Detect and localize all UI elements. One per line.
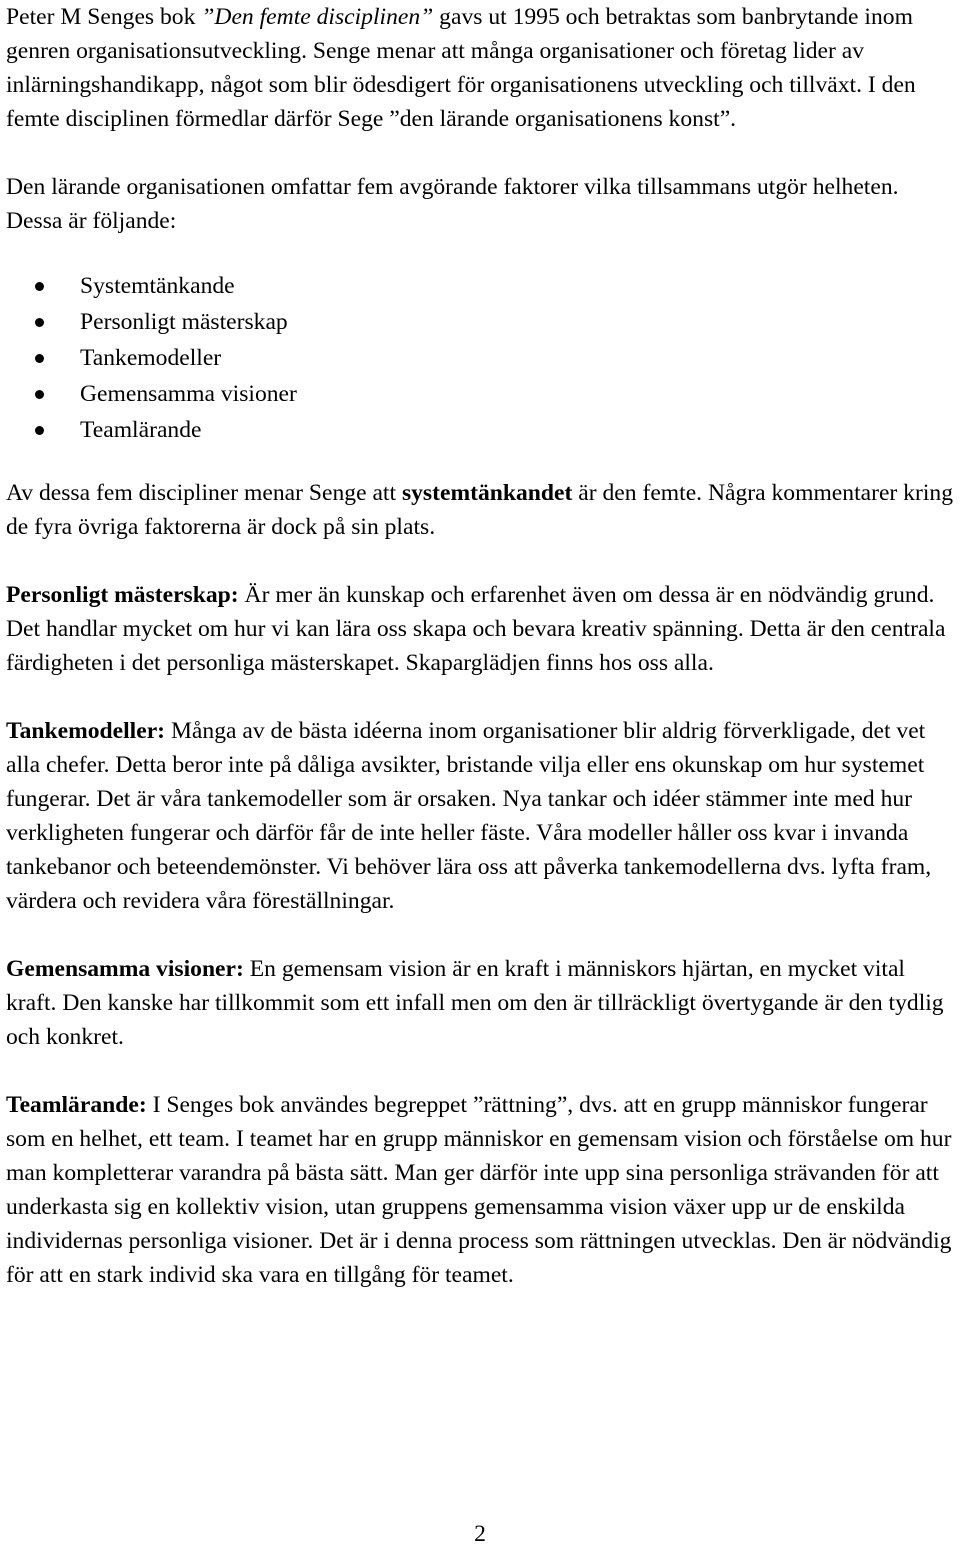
section-shared-vision (6, 952, 958, 1054)
list-item (6, 340, 958, 376)
list-item (6, 412, 958, 448)
section-text: Många av de bästa idéerna inom organisationer blir aldrig förverkligade, det vet alla chefer. Detta beror inte på dåliga avsikter, bristande vilja eller ens okunskap om hur systemet fungerar. Det är våra tankemodeller som är orsaken. Nya tankar och idéer stämmer inte med hur verkligheten fungerar och därför får de inte heller fäste. Våra modeller håller oss kvar i invanda tankebanor och beteendemönster. Vi behöver lära oss att påverka tankemodellerna dvs. lyfta fram, värdera och revidera våra föreställningar. (6, 718, 932, 914)
intro-text-rest: gavs ut 1995 och betraktas som banbrytande inom genren organisationsutveckling. Senge menar att många organisationer och företag lider av inlärningshandikapp, något som blir ödesdigert för organisationens utveckling och tillväxt. I den femte disciplinen förmedlar därför Sege ”den lärande organisationens konst”. (6, 4, 916, 132)
list-item-label: Personligt mästerskap (80, 309, 288, 335)
list-item-label: Tankemodeller (80, 345, 222, 371)
bullet-icon (35, 390, 44, 399)
bullet-icon (35, 318, 44, 327)
bullet-icon (35, 282, 44, 291)
page-number: 2 (474, 1521, 486, 1547)
list-item (6, 268, 958, 304)
intro-text-start: Peter M Senges bok (6, 4, 202, 30)
section-personal-mastery (6, 578, 958, 680)
list-item (6, 304, 958, 340)
bullet-icon (35, 426, 44, 435)
fifth-text-rest: är den femte. Några kommentarer kring de fyra övriga faktorerna är dock på sin plats. (6, 480, 953, 540)
bullet-icon (35, 354, 44, 363)
factors-intro-paragraph: Den lärande organisationen omfattar fem avgörande faktorer vilka tillsammans utgör helheten. Dessa är följande: (6, 174, 899, 234)
fifth-discipline-paragraph (6, 476, 958, 544)
section-heading: Personligt mästerskap: (6, 582, 239, 608)
list-item-label: Teamlärande (80, 417, 202, 443)
intro-paragraph (6, 0, 958, 136)
list-item-label: Gemensamma visioner (80, 381, 297, 407)
fifth-text-start: Av dessa fem discipliner menar Senge att (6, 480, 402, 506)
section-text: En gemensam vision är en kraft i människors hjärtan, en mycket vital kraft. Den kanske har tillkommit som ett infall men om den är tillräckligt övertygande är den tydlig och konkret. (6, 956, 944, 1050)
list-item-label: Systemtänkande (80, 273, 235, 299)
document-page (6, 0, 958, 1292)
list-item (6, 376, 958, 412)
factors-list (6, 268, 958, 448)
section-text: Är mer än kunskap och erfarenhet även om dessa är en nödvändig grund. Det handlar mycket om hur vi kan lära oss skapa och bevara kreativ spänning. Detta är den centrala färdigheten i det personliga mästerskapet. Skaparglädjen finns hos oss alla. (6, 582, 946, 676)
section-mental-models (6, 714, 958, 918)
section-text: I Senges bok användes begreppet ”rättning”, dvs. att en grupp människor fungerar som en helhet, ett team. I teamet har en grupp människor en gemensam vision och förståelse om hur man kompletterar varandra på bästa sätt. Man ger därför inte upp sina personliga strävanden för att underkasta sig en kollektiv vision, utan gruppens gemensamma vision växer upp ur de enskilda individernas personliga visioner. Det är i denna process som rättningen utvecklas. Den är nödvändig för att en stark individ ska vara en tillgång för teamet. (6, 1092, 952, 1288)
section-heading: Teamlärande: (6, 1092, 147, 1118)
section-team-learning (6, 1088, 958, 1292)
section-heading: Gemensamma visioner: (6, 956, 244, 982)
book-title: ”Den femte disciplinen” (201, 4, 434, 30)
section-heading: Tankemodeller: (6, 718, 166, 744)
fifth-highlight: systemtänkandet (401, 480, 573, 506)
